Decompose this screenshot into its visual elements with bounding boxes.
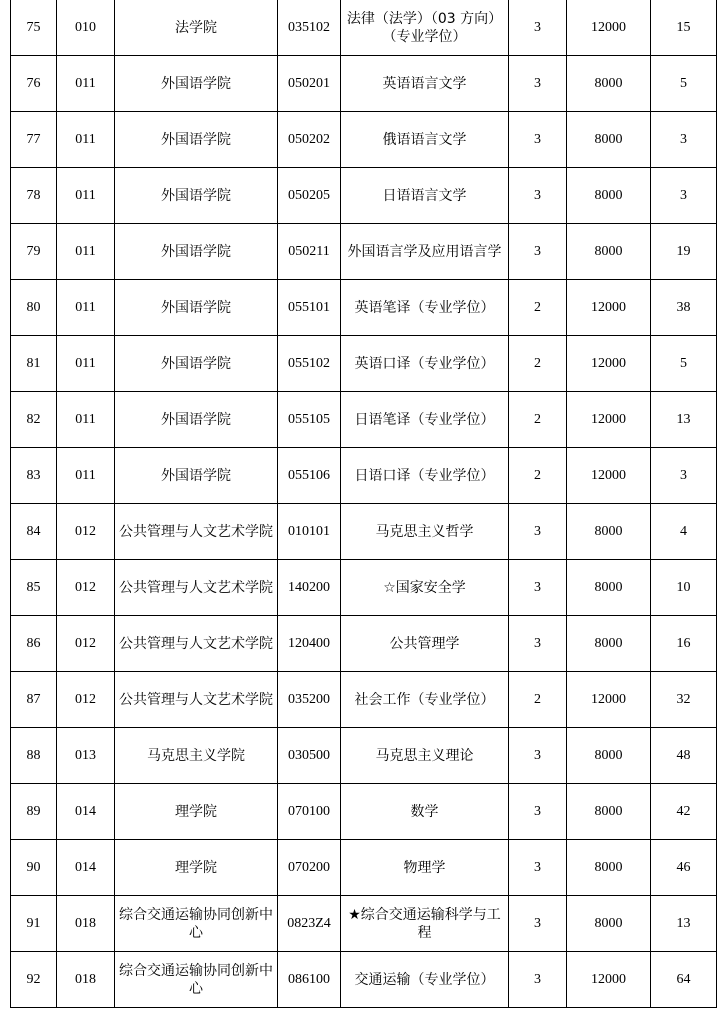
row-number: 91 bbox=[11, 896, 57, 952]
tuition-fee-cell: 8000 bbox=[567, 896, 651, 952]
row-number: 81 bbox=[11, 336, 57, 392]
tuition-fee-cell: 12000 bbox=[567, 280, 651, 336]
tuition-fee-cell: 8000 bbox=[567, 168, 651, 224]
study-years-cell: 3 bbox=[509, 56, 567, 112]
college-code-cell: 011 bbox=[57, 336, 115, 392]
row-number: 79 bbox=[11, 224, 57, 280]
tuition-fee-cell: 12000 bbox=[567, 672, 651, 728]
college-code-cell: 011 bbox=[57, 224, 115, 280]
table-row bbox=[11, 672, 717, 728]
table-row bbox=[11, 728, 717, 784]
study-years-cell: 3 bbox=[509, 168, 567, 224]
row-number: 83 bbox=[11, 448, 57, 504]
row-number: 85 bbox=[11, 560, 57, 616]
row-number: 78 bbox=[11, 168, 57, 224]
major-code-cell: 035200 bbox=[278, 672, 341, 728]
enrollment-plan-cell: 42 bbox=[651, 784, 717, 840]
enrollment-plan-cell: 4 bbox=[651, 504, 717, 560]
table-row bbox=[11, 168, 717, 224]
admissions-table-page bbox=[10, 0, 716, 1008]
college-code-cell: 011 bbox=[57, 112, 115, 168]
tuition-fee-cell: 12000 bbox=[567, 392, 651, 448]
major-code-cell: 010101 bbox=[278, 504, 341, 560]
tuition-fee-cell: 12000 bbox=[567, 448, 651, 504]
college-name-cell: 公共管理与人文艺术学院 bbox=[115, 560, 278, 616]
table-row bbox=[11, 560, 717, 616]
college-name-cell: 公共管理与人文艺术学院 bbox=[115, 616, 278, 672]
major-name-cell: 交通运输（专业学位） bbox=[341, 952, 509, 1008]
major-name-cell: 日语口译（专业学位） bbox=[341, 448, 509, 504]
study-years-cell: 3 bbox=[509, 840, 567, 896]
study-years-cell: 2 bbox=[509, 448, 567, 504]
table-row bbox=[11, 840, 717, 896]
study-years-cell: 3 bbox=[509, 896, 567, 952]
college-code-cell: 011 bbox=[57, 448, 115, 504]
table-row bbox=[11, 336, 717, 392]
tuition-fee-cell: 8000 bbox=[567, 56, 651, 112]
college-code-cell: 010 bbox=[57, 0, 115, 56]
college-code-cell: 012 bbox=[57, 560, 115, 616]
college-code-cell: 014 bbox=[57, 840, 115, 896]
major-code-cell: 070100 bbox=[278, 784, 341, 840]
major-code-cell: 055106 bbox=[278, 448, 341, 504]
college-name-cell: 外国语学院 bbox=[115, 280, 278, 336]
tuition-fee-cell: 12000 bbox=[567, 952, 651, 1008]
row-number: 89 bbox=[11, 784, 57, 840]
college-name-cell: 外国语学院 bbox=[115, 448, 278, 504]
major-name-cell: 马克思主义理论 bbox=[341, 728, 509, 784]
table-row bbox=[11, 0, 717, 56]
table-row bbox=[11, 504, 717, 560]
major-code-cell: 055105 bbox=[278, 392, 341, 448]
table-row bbox=[11, 56, 717, 112]
row-number: 75 bbox=[11, 0, 57, 56]
tuition-fee-cell: 8000 bbox=[567, 224, 651, 280]
study-years-cell: 3 bbox=[509, 504, 567, 560]
study-years-cell: 2 bbox=[509, 392, 567, 448]
enrollment-plan-cell: 64 bbox=[651, 952, 717, 1008]
row-number: 92 bbox=[11, 952, 57, 1008]
college-code-cell: 011 bbox=[57, 56, 115, 112]
major-code-cell: 050211 bbox=[278, 224, 341, 280]
tuition-fee-cell: 8000 bbox=[567, 616, 651, 672]
major-name-cell: 外国语言学及应用语言学 bbox=[341, 224, 509, 280]
enrollment-plan-cell: 5 bbox=[651, 56, 717, 112]
tuition-fee-cell: 8000 bbox=[567, 112, 651, 168]
major-code-cell: 0823Z4 bbox=[278, 896, 341, 952]
college-name-cell: 综合交通运输协同创新中心 bbox=[115, 952, 278, 1008]
major-name-cell: 社会工作（专业学位） bbox=[341, 672, 509, 728]
study-years-cell: 3 bbox=[509, 560, 567, 616]
major-name-cell: ☆国家安全学 bbox=[341, 560, 509, 616]
enrollment-plan-cell: 3 bbox=[651, 112, 717, 168]
major-name-cell: 法律（法学）（03 方向）（专业学位） bbox=[341, 0, 509, 56]
enrollment-plan-cell: 38 bbox=[651, 280, 717, 336]
table-row bbox=[11, 280, 717, 336]
row-number: 84 bbox=[11, 504, 57, 560]
enrollment-plan-cell: 15 bbox=[651, 0, 717, 56]
college-name-cell: 外国语学院 bbox=[115, 392, 278, 448]
study-years-cell: 3 bbox=[509, 952, 567, 1008]
college-name-cell: 综合交通运输协同创新中心 bbox=[115, 896, 278, 952]
table-row bbox=[11, 784, 717, 840]
table-row bbox=[11, 952, 717, 1008]
study-years-cell: 3 bbox=[509, 224, 567, 280]
row-number: 77 bbox=[11, 112, 57, 168]
major-name-cell: 数学 bbox=[341, 784, 509, 840]
table-row bbox=[11, 224, 717, 280]
row-number: 76 bbox=[11, 56, 57, 112]
college-name-cell: 马克思主义学院 bbox=[115, 728, 278, 784]
major-name-cell: 英语语言文学 bbox=[341, 56, 509, 112]
college-code-cell: 014 bbox=[57, 784, 115, 840]
major-name-cell: 物理学 bbox=[341, 840, 509, 896]
table-row bbox=[11, 448, 717, 504]
row-number: 86 bbox=[11, 616, 57, 672]
college-code-cell: 018 bbox=[57, 952, 115, 1008]
major-name-cell: 马克思主义哲学 bbox=[341, 504, 509, 560]
major-name-cell: 日语笔译（专业学位） bbox=[341, 392, 509, 448]
college-name-cell: 法学院 bbox=[115, 0, 278, 56]
enrollment-plan-cell: 3 bbox=[651, 448, 717, 504]
study-years-cell: 3 bbox=[509, 0, 567, 56]
study-years-cell: 3 bbox=[509, 616, 567, 672]
tuition-fee-cell: 8000 bbox=[567, 728, 651, 784]
tuition-fee-cell: 8000 bbox=[567, 560, 651, 616]
enrollment-plan-cell: 3 bbox=[651, 168, 717, 224]
enrollment-plan-cell: 19 bbox=[651, 224, 717, 280]
row-number: 90 bbox=[11, 840, 57, 896]
college-code-cell: 011 bbox=[57, 280, 115, 336]
major-code-cell: 050201 bbox=[278, 56, 341, 112]
major-code-cell: 050202 bbox=[278, 112, 341, 168]
tuition-fee-cell: 8000 bbox=[567, 784, 651, 840]
major-code-cell: 035102 bbox=[278, 0, 341, 56]
enrollment-plan-cell: 5 bbox=[651, 336, 717, 392]
college-name-cell: 外国语学院 bbox=[115, 224, 278, 280]
enrollment-plan-cell: 13 bbox=[651, 392, 717, 448]
study-years-cell: 3 bbox=[509, 112, 567, 168]
major-code-cell: 055102 bbox=[278, 336, 341, 392]
major-code-cell: 086100 bbox=[278, 952, 341, 1008]
table-row bbox=[11, 616, 717, 672]
table-row bbox=[11, 896, 717, 952]
tuition-fee-cell: 8000 bbox=[567, 840, 651, 896]
college-code-cell: 018 bbox=[57, 896, 115, 952]
enrollment-plan-cell: 48 bbox=[651, 728, 717, 784]
tuition-fee-cell: 8000 bbox=[567, 504, 651, 560]
major-name-cell: 英语口译（专业学位） bbox=[341, 336, 509, 392]
row-number: 87 bbox=[11, 672, 57, 728]
tuition-fee-cell: 12000 bbox=[567, 336, 651, 392]
enrollment-plan-cell: 16 bbox=[651, 616, 717, 672]
table-row bbox=[11, 392, 717, 448]
major-name-cell: 日语语言文学 bbox=[341, 168, 509, 224]
major-code-cell: 030500 bbox=[278, 728, 341, 784]
study-years-cell: 3 bbox=[509, 784, 567, 840]
major-name-cell: ★综合交通运输科学与工程 bbox=[341, 896, 509, 952]
study-years-cell: 3 bbox=[509, 728, 567, 784]
major-code-cell: 120400 bbox=[278, 616, 341, 672]
college-code-cell: 011 bbox=[57, 168, 115, 224]
college-name-cell: 理学院 bbox=[115, 840, 278, 896]
row-number: 80 bbox=[11, 280, 57, 336]
college-code-cell: 012 bbox=[57, 672, 115, 728]
enrollment-plan-cell: 13 bbox=[651, 896, 717, 952]
study-years-cell: 2 bbox=[509, 280, 567, 336]
row-number: 88 bbox=[11, 728, 57, 784]
major-code-cell: 055101 bbox=[278, 280, 341, 336]
admissions-table bbox=[10, 0, 717, 1008]
table-row bbox=[11, 112, 717, 168]
enrollment-plan-cell: 32 bbox=[651, 672, 717, 728]
college-code-cell: 013 bbox=[57, 728, 115, 784]
major-name-cell: 公共管理学 bbox=[341, 616, 509, 672]
tuition-fee-cell: 12000 bbox=[567, 0, 651, 56]
college-name-cell: 外国语学院 bbox=[115, 336, 278, 392]
college-code-cell: 012 bbox=[57, 616, 115, 672]
college-code-cell: 011 bbox=[57, 392, 115, 448]
college-code-cell: 012 bbox=[57, 504, 115, 560]
college-name-cell: 外国语学院 bbox=[115, 56, 278, 112]
major-code-cell: 140200 bbox=[278, 560, 341, 616]
college-name-cell: 公共管理与人文艺术学院 bbox=[115, 672, 278, 728]
major-name-cell: 俄语语言文学 bbox=[341, 112, 509, 168]
college-name-cell: 理学院 bbox=[115, 784, 278, 840]
enrollment-plan-cell: 46 bbox=[651, 840, 717, 896]
college-name-cell: 外国语学院 bbox=[115, 168, 278, 224]
major-code-cell: 070200 bbox=[278, 840, 341, 896]
major-code-cell: 050205 bbox=[278, 168, 341, 224]
study-years-cell: 2 bbox=[509, 336, 567, 392]
study-years-cell: 2 bbox=[509, 672, 567, 728]
row-number: 82 bbox=[11, 392, 57, 448]
major-name-cell: 英语笔译（专业学位） bbox=[341, 280, 509, 336]
table-body bbox=[11, 0, 717, 1008]
college-name-cell: 公共管理与人文艺术学院 bbox=[115, 504, 278, 560]
enrollment-plan-cell: 10 bbox=[651, 560, 717, 616]
college-name-cell: 外国语学院 bbox=[115, 112, 278, 168]
